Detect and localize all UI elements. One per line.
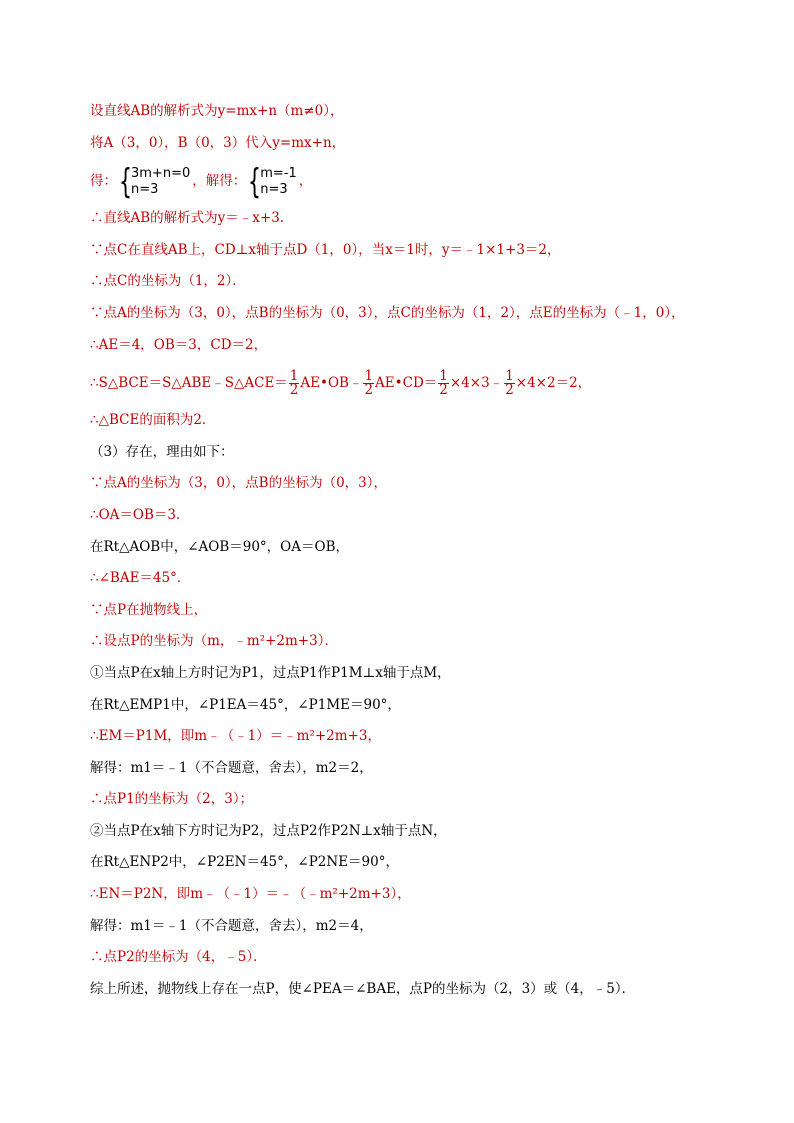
text-line: 设直线AB的解析式为y=mx+n（m≠0）， bbox=[90, 103, 344, 119]
text-segment: ×4×2＝2， bbox=[515, 375, 592, 392]
text-line: ∴OA＝OB＝3． bbox=[90, 506, 190, 523]
text-segment: AE•CD＝ bbox=[375, 375, 438, 392]
text-line: ∴直线AB的解析式为y＝﹣x+3． bbox=[90, 210, 294, 227]
text-line: ∵点A的坐标为（3，0），点B的坐标为（0，3）， bbox=[90, 475, 388, 492]
text-line: ②当点P在x轴下方时记为P2，过点P2作P2N⊥x轴于点N， bbox=[90, 822, 447, 839]
equation: 3m+n=0 bbox=[131, 165, 191, 181]
text-segment: AE•OB﹣ bbox=[300, 375, 363, 392]
fraction-half: $\frac{1}{2}$ bbox=[505, 368, 514, 399]
text-line: ∴∠BAE＝45°． bbox=[90, 570, 191, 587]
text-segment: 得： bbox=[90, 173, 117, 190]
text-line: 在Rt△AOB中，∠AOB＝90°，OA＝OB， bbox=[90, 538, 349, 555]
brace-icon: { bbox=[119, 161, 132, 202]
text-line: ∵点P在抛物线上， bbox=[90, 601, 208, 618]
equation-system-line bbox=[90, 159, 750, 203]
fraction-half: $\frac{1}{2}$ bbox=[439, 368, 448, 399]
text-line: ∴△BCE的面积为2． bbox=[90, 412, 216, 429]
text-line: 综上所述，抛物线上存在一点P，使∠PEA＝∠BAE，点P的坐标为（2，3）或（4，﹣5）． bbox=[90, 980, 636, 997]
text-line: ∴点P1的坐标为（2，3）； bbox=[90, 791, 254, 808]
equation: n=3 bbox=[260, 181, 288, 197]
text-segment: ∴S△BCE＝S△ABE﹣S△ACE＝ bbox=[90, 375, 288, 392]
text-line: ∴AE＝4，OB＝3，CD＝2， bbox=[90, 336, 268, 353]
equation-system-2 bbox=[248, 161, 297, 202]
equation: n=3 bbox=[131, 181, 159, 197]
text-line: ∴设点P的坐标为（m，﹣m²+2m+3）． bbox=[90, 633, 338, 650]
text-line: ∴点P2的坐标为（4，﹣5）． bbox=[90, 949, 267, 966]
equation: m=-1 bbox=[260, 165, 297, 181]
fraction-half: $\frac{1}{2}$ bbox=[289, 368, 299, 399]
brace-icon: { bbox=[248, 161, 262, 202]
text-segment: ×4×3﹣ bbox=[449, 375, 504, 392]
fraction-half: $\frac{1}{2}$ bbox=[364, 368, 374, 399]
text-line: ∵点A的坐标为（3，0），点B的坐标为（0，3），点C的坐标为（1，2），点E的坐标为（﹣1，0）， bbox=[90, 304, 685, 321]
text-segment: ，解得： bbox=[192, 173, 247, 190]
text-segment: ， bbox=[298, 173, 313, 190]
text-line: （3）存在，理由如下： bbox=[90, 443, 234, 460]
text-line: 在Rt△ENP2中，∠P2EN＝45°，∠P2NE＝90°， bbox=[90, 854, 399, 871]
text-line: ∴点C的坐标为（1，2）． bbox=[90, 273, 246, 290]
area-formula-line bbox=[90, 361, 750, 405]
text-line: 解得：m1＝﹣1（不合题意，舍去），m2＝4， bbox=[90, 917, 373, 934]
text-line: 解得：m1＝﹣1（不合题意，舍去），m2＝2， bbox=[90, 759, 373, 776]
text-line: 将A（3，0），B（0，3）代入y=mx+n， bbox=[90, 134, 346, 151]
solution-document bbox=[90, 96, 750, 1005]
equation-system-1 bbox=[119, 161, 191, 202]
text-line: 在Rt△EMP1中，∠P1EA＝45°，∠P1ME＝90°， bbox=[90, 696, 401, 713]
text-line: ①当点P在x轴上方时记为P1，过点P1作P1M⊥x轴于点M， bbox=[90, 664, 451, 681]
text-line: ∴EN＝P2N，即m﹣（﹣1）＝﹣（﹣m²+2m+3）， bbox=[90, 886, 411, 903]
text-line: ∵点C在直线AB上，CD⊥x轴于点D（1，0），当x＝1时，y＝﹣1×1+3＝2， bbox=[90, 241, 561, 258]
text-line: ∴EM＝P1M，即m﹣（﹣1）＝﹣m²+2m+3， bbox=[90, 728, 381, 745]
